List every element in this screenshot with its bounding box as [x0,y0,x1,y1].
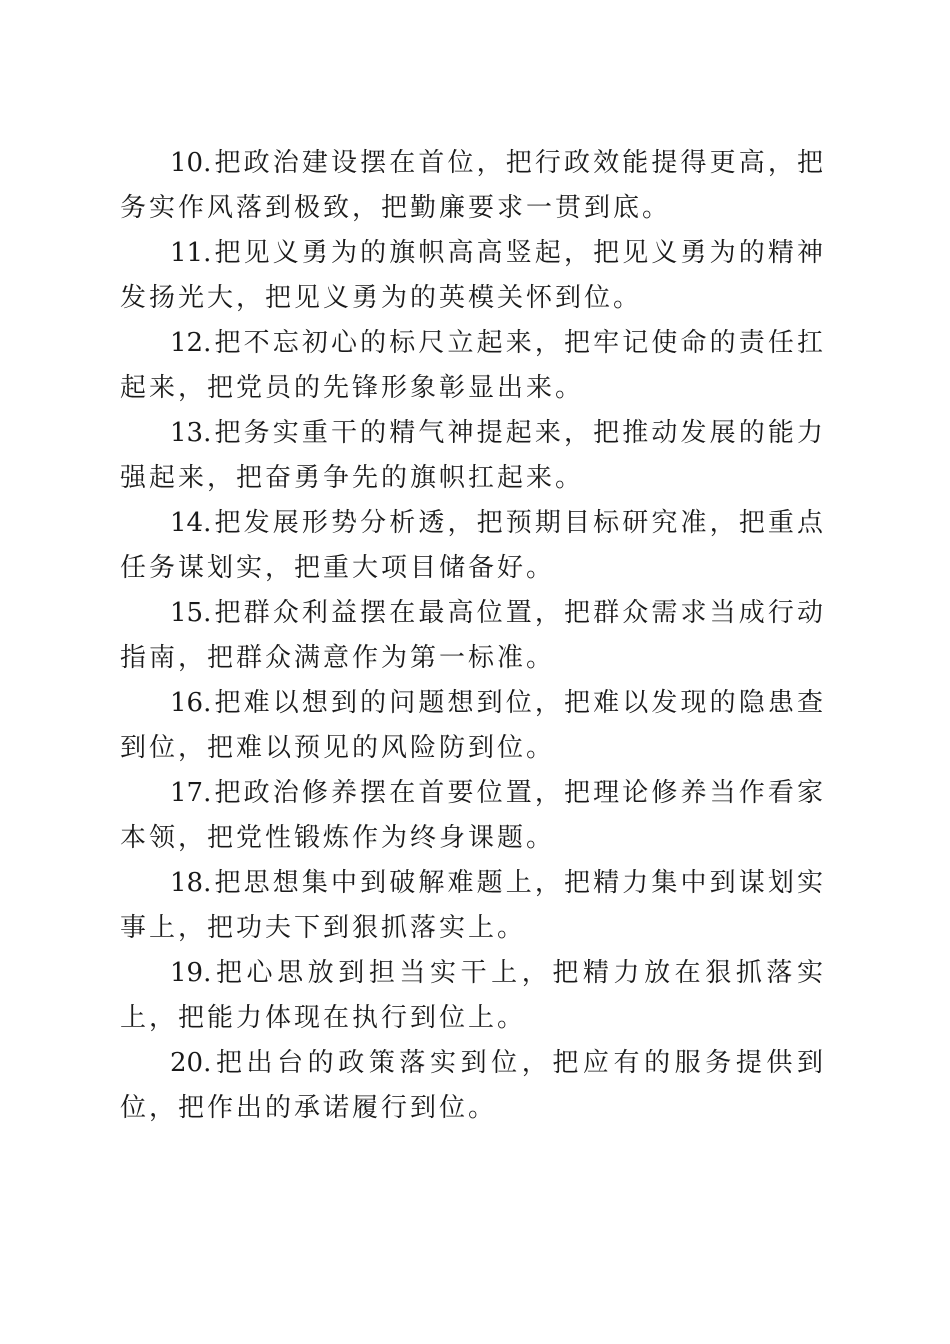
paragraph-15 [120,591,826,681]
paragraph-number: 10. [170,148,212,178]
paragraph-number: 18. [170,868,212,898]
paragraph-text: 把群众利益摆在最高位置，把群众需求当成行动指南，把群众满意作为第一标准。 [120,598,826,673]
paragraph-number: 16. [170,688,212,718]
paragraph-14 [120,501,826,591]
paragraph-12 [120,321,826,411]
paragraph-16 [120,681,826,771]
paragraph-20 [120,1041,826,1131]
paragraph-number: 20. [170,1048,212,1078]
paragraph-text: 把心思放到担当实干上，把精力放在狠抓落实上，把能力体现在执行到位上。 [120,958,826,1033]
paragraph-text: 把务实重干的精气神提起来，把推动发展的能力强起来，把奋勇争先的旗帜扛起来。 [120,418,826,493]
document-body [120,141,826,1131]
paragraph-text: 把出台的政策落实到位，把应有的服务提供到位，把作出的承诺履行到位。 [120,1048,826,1123]
paragraph-text: 把不忘初心的标尺立起来，把牢记使命的责任扛起来，把党员的先锋形象彰显出来。 [120,328,826,403]
paragraph-number: 19. [170,958,212,988]
paragraph-number: 15. [170,598,212,628]
paragraph-number: 13. [170,418,212,448]
paragraph-18 [120,861,826,951]
paragraph-text: 把思想集中到破解难题上，把精力集中到谋划实事上，把功夫下到狠抓落实上。 [120,868,826,943]
paragraph-text: 把难以想到的问题想到位，把难以发现的隐患查到位，把难以预见的风险防到位。 [120,688,826,763]
paragraph-10 [120,141,826,231]
paragraph-number: 11. [170,238,212,268]
paragraph-number: 14. [170,508,212,538]
paragraph-text: 把政治修养摆在首要位置，把理论修养当作看家本领，把党性锻炼作为终身课题。 [120,778,826,853]
paragraph-13 [120,411,826,501]
paragraph-text: 把政治建设摆在首位，把行政效能提得更高，把务实作风落到极致，把勤廉要求一贯到底。 [120,148,826,223]
paragraph-number: 17. [170,778,212,808]
paragraph-11 [120,231,826,321]
paragraph-text: 把发展形势分析透，把预期目标研究准，把重点任务谋划实，把重大项目储备好。 [120,508,826,583]
paragraph-number: 12. [170,328,212,358]
paragraph-19 [120,951,826,1041]
paragraph-17 [120,771,826,861]
paragraph-text: 把见义勇为的旗帜高高竖起，把见义勇为的精神发扬光大，把见义勇为的英模关怀到位。 [120,238,826,313]
